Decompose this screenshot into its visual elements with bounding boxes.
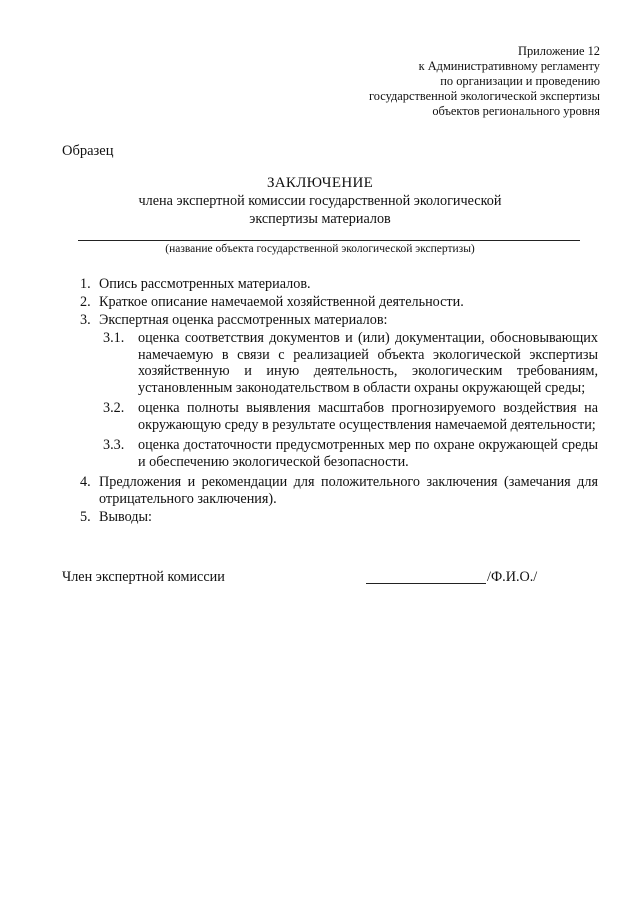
appendix-line: государственной экологической экспертизы [368,89,600,103]
list-item [80,294,598,311]
list-item [80,509,598,526]
item-number: 1. [80,276,91,292]
document-title: ЗАКЛЮЧЕНИЕ [266,175,374,191]
appendix-line: объектов регионального уровня [432,104,600,118]
list-item [80,276,598,293]
sub-item-number: 3.3. [103,437,125,453]
appendix-line: Приложение 12 [518,44,600,58]
sub-item-text: оценка достаточности предусмотренных мер по охране окружающей среды и обеспечению экологической безопасности. [138,437,598,470]
item-number: 5. [80,508,91,525]
subtitle-line: члена экспертной комиссии государственной экологической [138,193,502,209]
appendix-line: к Административному регламенту [418,59,600,73]
item-text: Экспертная оценка рассмотренных материалов: [99,312,388,328]
subtitle-line: экспертизы материалов [249,211,391,227]
appendix-line: по организации и проведению [440,74,600,88]
item-number: 3. [80,312,91,328]
item-text: Выводы: [99,508,152,525]
sub-list-item [80,330,598,396]
content-list [80,276,598,527]
item-text: Опись рассмотренных материалов. [99,276,311,292]
sub-list-item [80,400,598,433]
sample-label: Образец [62,143,114,159]
item-text: Краткое описание намечаемой хозяйственной деятельности. [99,294,464,310]
list-item [80,312,598,329]
object-name-caption: (название объекта государственной экологической экспертизы) [165,243,475,255]
item-number: 4. [80,474,91,490]
sub-item-number: 3.2. [103,400,125,416]
signature-line [366,583,486,584]
sub-item-text: оценка соответствия документов и (или) документации, обосновывающих намечаемую в связи с реализацией объекта экологической экспертизы хозяйственную и иную деятельность, экологическим требованиям, установленным законодательством в области охраны окружающей среды; [138,330,598,396]
list-item [80,474,598,507]
object-name-line [78,240,580,241]
signature-label: Член экспертной комиссии [62,569,225,585]
sub-list-item [80,437,598,470]
signature-fio: /Ф.И.О./ [487,569,538,585]
sub-item-number: 3.1. [103,330,125,346]
sub-item-text: оценка полноты выявления масштабов прогнозируемого воздействия на окружающую среду в результате осуществления намечаемой деятельности; [138,400,598,433]
appendix-header [369,44,600,119]
item-text: Предложения и рекомендации для положительного заключения (замечания для отрицательного заключения). [99,474,598,507]
document-subtitle [0,192,640,228]
item-number: 2. [80,294,91,310]
